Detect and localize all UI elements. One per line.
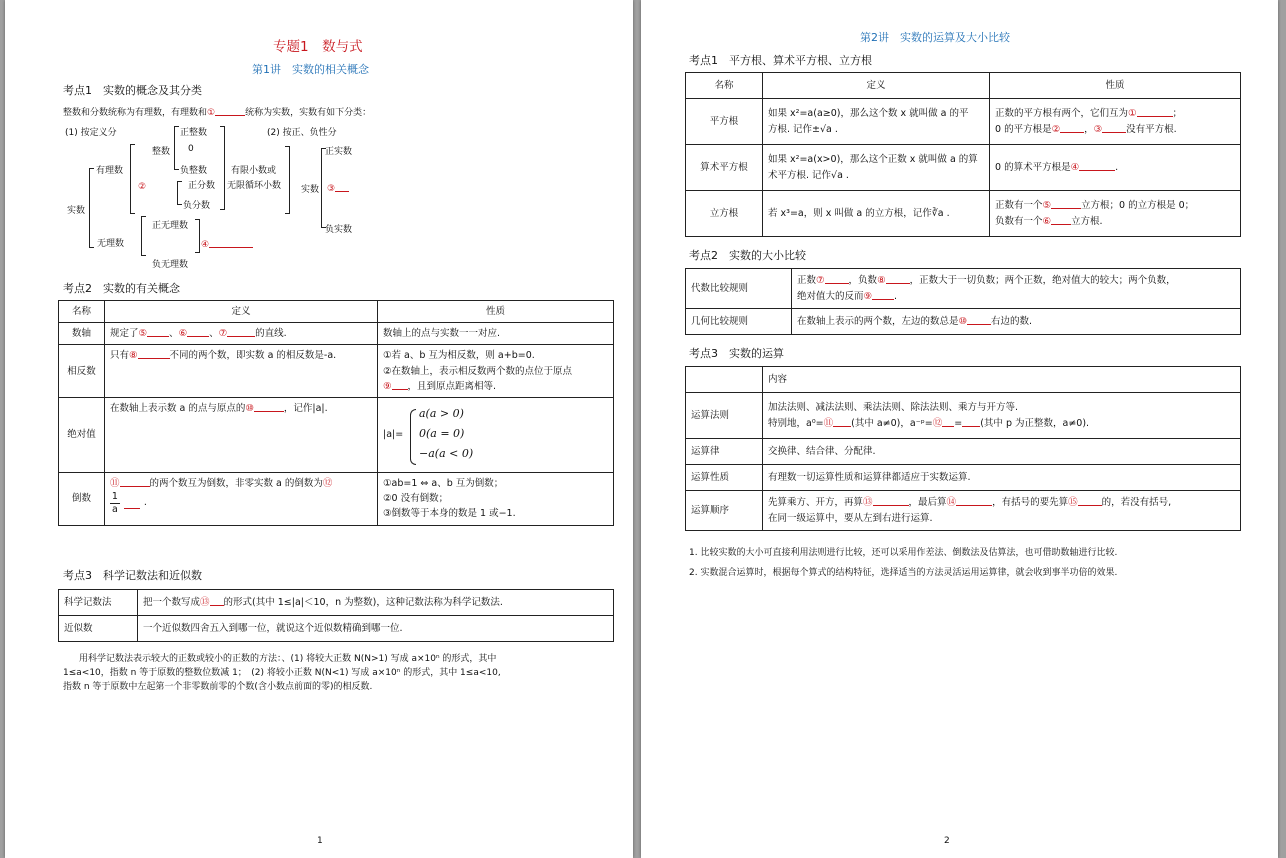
row-def (792, 269, 1241, 309)
brace (410, 409, 416, 465)
row-def: 一个近似数四舍五入到哪一位，就说这个近似数精确到哪一位. (138, 616, 614, 642)
blank (1060, 122, 1084, 133)
text: 0 的算术平方根是 (995, 161, 1071, 173)
row-name: 近似数 (59, 616, 138, 642)
blank (872, 289, 894, 300)
text: 在数轴上表示数 a 的点与原点的 (110, 402, 246, 414)
text: 方根. 记作±√a . (768, 123, 838, 135)
blank-number: ③ (327, 184, 336, 194)
text: 的两个数互为倒数，非零实数 a 的倒数为 (149, 477, 323, 489)
page-number: 2 (944, 836, 950, 846)
tree-blank-3 (327, 181, 349, 194)
blank (120, 476, 150, 487)
row-def (763, 491, 1241, 531)
text: 0 的平方根是 (995, 123, 1052, 135)
abs-formula (383, 405, 608, 465)
text (995, 198, 1235, 213)
text: ，负数 (848, 275, 878, 287)
blank-number: ⑩ (245, 402, 254, 414)
blank (1102, 122, 1126, 133)
text: a(a > 0) (419, 406, 464, 420)
table-row (59, 590, 614, 616)
blank (1051, 198, 1081, 209)
table-row (686, 439, 1241, 465)
brace (141, 216, 146, 256)
blank-number: ⑫ (932, 417, 943, 429)
blank (1051, 214, 1071, 225)
blank (124, 498, 140, 509)
page-1 (5, 0, 633, 858)
row-name: 相反数 (59, 345, 105, 398)
blank-number: ⑬ (200, 596, 210, 608)
row-name: 几何比较规则 (686, 309, 792, 335)
note-line: 2. 实数混合运算时，根据每个算式的结构特征，选择适当的方法灵活运用运算律，就会收到事半功倍的效果. (689, 568, 1118, 578)
text: 正数的平方根有两个，它们互为 (995, 108, 1129, 120)
lecture-title: 第1讲 实数的相关概念 (252, 63, 369, 76)
topic-title: 专题1 数与式 (273, 39, 363, 55)
blank-number: ⑤ (138, 328, 148, 340)
row-name: 代数比较规则 (686, 269, 792, 309)
text: ，正数大于一切负数；两个正数，绝对值大的较大；两个负数， (909, 275, 1176, 287)
intro-text: 统称为实数，实数有如下分类： (245, 108, 372, 118)
row-def (763, 393, 1241, 439)
text (383, 379, 608, 394)
tree-neg-frac: 负分数 (183, 201, 211, 211)
blank (1078, 495, 1102, 506)
text: a (112, 503, 118, 515)
blank-number: ⑨ (383, 380, 392, 392)
table-row (59, 345, 614, 398)
tree-blank-4 (201, 237, 253, 250)
table-row (686, 191, 1241, 237)
kp1-heading: 考点1 平方根、算术平方根、立方根 (689, 54, 872, 67)
intro-text: 整数和分数统称为有理数，有理数和 (63, 108, 208, 118)
table-row (686, 269, 1241, 309)
text: ②在数轴上，表示相反数两个数的点位于原点 (383, 365, 573, 377)
text: . (1115, 161, 1119, 173)
table-row (686, 393, 1241, 439)
compare-table (685, 268, 1241, 335)
text: 把一个数写成 (143, 596, 201, 608)
text: ②0 没有倒数； (383, 493, 449, 505)
text: 的，若没有括号, (1101, 497, 1172, 509)
row-prop (378, 397, 614, 472)
blank (962, 416, 980, 427)
row-prop (378, 472, 614, 525)
blank-number: ⑦ (218, 328, 228, 340)
blank-number: ⑧ (129, 350, 138, 362)
text (110, 491, 372, 515)
blank (392, 379, 408, 390)
note-line: 1≤a<10，指数 n 等于原数的整数位数减 1； (2) 将较小正数 N(N<1) 写成 a×10ⁿ 的形式，其中 1≤a<10, (63, 668, 501, 678)
header-prop: 性质 (378, 301, 614, 323)
concepts-table (58, 300, 614, 526)
text (797, 289, 1235, 304)
tree-repeating: 无限循环小数 (227, 181, 282, 191)
row-prop (990, 145, 1241, 191)
blank (210, 595, 224, 606)
blank (1079, 160, 1115, 171)
blank (1137, 106, 1173, 117)
blank-number: ② (1051, 123, 1061, 135)
tree-real-2: 实数 (301, 185, 320, 195)
text: ①ab=1 ⇔ a、b 互为倒数； (383, 477, 504, 489)
row-def: 有理数一切运算性质和运算律都适应于实数运算. (763, 465, 1241, 491)
kp2-heading: 考点2 实数的大小比较 (689, 249, 806, 262)
brace (321, 148, 326, 228)
blank-number: ⑭ (946, 497, 957, 509)
row-def (105, 397, 378, 472)
by-definition-label: (1) 按定义分 (65, 128, 117, 138)
brace (285, 146, 290, 214)
text: 如果 x²=a(a≥0)，那么这个数 x 就叫做 a 的平 (768, 108, 969, 120)
brace (89, 168, 94, 248)
tree-pos-frac: 正分数 (188, 181, 216, 191)
text: . (894, 290, 898, 302)
text: 规定了 (110, 328, 139, 340)
row-prop (990, 99, 1241, 145)
text: (其中 a≠0)，a⁻ᵖ= (851, 417, 933, 429)
blank-number: ③ (1093, 123, 1103, 135)
text: 负数有一个 (995, 215, 1043, 227)
text: 的直线. (255, 328, 287, 340)
text (995, 106, 1235, 121)
tree-neg-irr: 负无理数 (152, 260, 189, 270)
sci-table (58, 589, 614, 642)
brace (174, 126, 179, 170)
tree-integer: 整数 (152, 147, 171, 157)
row-name: 数轴 (59, 323, 105, 345)
blank-number: ⑤ (1042, 200, 1052, 212)
text: ③倒数等于本身的数是 1 或−1. (383, 508, 516, 520)
tree-neg-int: 负整数 (180, 166, 208, 176)
table-row (59, 616, 614, 642)
fraction (110, 491, 120, 515)
row-prop (378, 345, 614, 398)
note-line: 指数 n 等于原数中左起第一个非零数前零的个数(含小数点前面的零)的相反数. (63, 682, 373, 692)
text: ①若 a、b 互为相反数，则 a+b=0. (383, 350, 535, 362)
table-header-row (686, 367, 1241, 393)
header-def: 定义 (105, 301, 378, 323)
text: 立方根；0 的立方根是 0； (1081, 200, 1195, 212)
table-row (59, 472, 614, 525)
text: 正数有一个 (995, 200, 1043, 212)
kp2-heading: 考点2 实数的有关概念 (63, 282, 180, 295)
tree-neg-real: 负实数 (325, 225, 353, 235)
text: 正数 (797, 275, 817, 287)
row-name: 科学记数法 (59, 590, 138, 616)
kp3-heading: 考点3 科学记数法和近似数 (63, 569, 202, 582)
text: −a(a < 0) (419, 446, 474, 460)
text: 只有 (110, 350, 130, 362)
text: 在同一级运算中，要从左到右进行运算. (768, 512, 933, 524)
text: ， (1084, 123, 1094, 135)
blank (335, 181, 349, 192)
kp3-heading: 考点3 实数的运算 (689, 347, 784, 360)
row-def (792, 309, 1241, 335)
header-content: 内容 (763, 367, 1241, 393)
row-name: 绝对值 (59, 397, 105, 472)
text: 特别地，a⁰= (768, 417, 824, 429)
tree-irrational: 无理数 (97, 239, 125, 249)
row-prop (990, 191, 1241, 237)
table-row (686, 491, 1241, 531)
row-def (763, 145, 990, 191)
blank-number: ⑫ (322, 477, 333, 489)
tree-blank-2: ② (138, 182, 147, 192)
text: ，最后算 (908, 497, 947, 509)
table-row (686, 99, 1241, 145)
roots-table (685, 72, 1241, 237)
header-name: 名称 (59, 301, 105, 323)
blank-number: ④ (1070, 161, 1080, 173)
table-header-row (59, 301, 614, 323)
tree-zero: 0 (188, 144, 194, 154)
row-name: 算术平方根 (686, 145, 763, 191)
text: 1 (111, 491, 118, 503)
text (768, 495, 1235, 510)
ops-table (685, 366, 1241, 531)
text: 绝对值大的反而 (797, 290, 864, 302)
row-name: 运算性质 (686, 465, 763, 491)
row-def: 规定了⑤ 、⑥ 、⑦ 的直线. (105, 323, 378, 345)
text: 的形式(其中 1≤|a|＜10，n 为整数)，这种记数法称为科学记数法. (223, 596, 503, 608)
row-name: 运算法则 (686, 393, 763, 439)
blank (227, 326, 255, 337)
row-name: 运算律 (686, 439, 763, 465)
row-def (138, 590, 614, 616)
row-name: 倒数 (59, 472, 105, 525)
kp1-heading: 考点1 实数的概念及其分类 (63, 84, 202, 97)
blank-number: ① (207, 108, 216, 118)
text: 加法法则、减法法则、乘法法则、除法法则、乘方与开方等. (768, 402, 1019, 414)
header-name: 名称 (686, 73, 763, 99)
tree-finite: 有限小数或 (231, 166, 277, 176)
text: (其中 p 为正整数，a≠0). (980, 417, 1090, 429)
blank (886, 273, 910, 284)
table-row (59, 323, 614, 345)
text: 立方根. (1071, 215, 1103, 227)
header-prop: 性质 (990, 73, 1241, 99)
text: 没有平方根. (1126, 123, 1177, 135)
table-header-row (686, 73, 1241, 99)
text (768, 416, 1235, 431)
text (995, 122, 1235, 137)
tree-pos-real: 正实数 (325, 147, 353, 157)
text: 如果 x²=a(x>0)，那么这个正数 x 就叫做 a 的算 (768, 154, 978, 166)
text: 术平方根. 记作√a . (768, 169, 849, 181)
text: 不同的两个数，即实数 a 的相反数是-a. (169, 350, 337, 362)
brace (130, 144, 135, 214)
blank (873, 495, 909, 506)
row-def (105, 472, 378, 525)
table-row (686, 465, 1241, 491)
blank (254, 401, 284, 412)
text: 先算乘方、开方，再算 (768, 497, 864, 509)
blank (956, 495, 992, 506)
row-def (105, 345, 378, 398)
text: |a|= (383, 428, 404, 440)
blank (967, 314, 991, 325)
text: 0(a = 0) (419, 426, 465, 440)
row-prop: 数轴上的点与实数一一对应. (378, 323, 614, 345)
tree-pos-irr: 正无理数 (152, 221, 189, 231)
blank (138, 348, 170, 359)
blank-number: ① (1128, 108, 1137, 120)
blank (147, 326, 169, 337)
row-def: 交换律、结合律、分配律. (763, 439, 1241, 465)
row-def: 若 x³=a，则 x 叫做 a 的立方根，记作∛a . (763, 191, 990, 237)
header-def: 定义 (763, 73, 990, 99)
text: . (143, 497, 147, 509)
blank-number: ⑨ (863, 290, 873, 302)
blank-number: ⑪ (823, 417, 834, 429)
text: 右边的数. (991, 315, 1033, 327)
blank-number: ⑩ (958, 315, 968, 327)
text (797, 273, 1235, 288)
text: ，记作|a|. (283, 402, 328, 414)
note-line: 1. 比较实数的大小可直接利用法则进行比较，还可以采用作差法、倒数法及估算法，也可借助数轴进行比较. (689, 548, 1118, 558)
blank (825, 273, 849, 284)
blank (187, 326, 209, 337)
page-2 (641, 0, 1278, 858)
tree-pos-int: 正整数 (180, 128, 208, 138)
brace (195, 219, 200, 253)
blank (942, 416, 954, 427)
lecture-title: 第2讲 实数的运算及大小比较 (860, 31, 1010, 44)
table-row (59, 397, 614, 472)
row-name: 平方根 (686, 99, 763, 145)
brace (177, 181, 182, 205)
blank-number: ⑧ (877, 275, 886, 287)
row-def (763, 99, 990, 145)
blank-number: ⑮ (1068, 497, 1078, 509)
blank-number: ④ (201, 240, 210, 250)
row-name: 运算顺序 (686, 491, 763, 531)
blank-number: ⑦ (816, 275, 825, 287)
page-number: 1 (317, 836, 323, 846)
kp1-intro (63, 105, 371, 118)
tree-rational: 有理数 (96, 166, 124, 176)
blank (209, 237, 253, 248)
blank-number: ⑪ (110, 477, 120, 489)
table-row (686, 309, 1241, 335)
by-sign-label: (2) 按正、负性分 (267, 128, 337, 138)
text: 在数轴上表示的两个数，左边的数总是 (797, 315, 959, 327)
blank (833, 416, 851, 427)
text: ； (1172, 108, 1183, 120)
text: ，有括号的要先算 (992, 497, 1069, 509)
row-name: 立方根 (686, 191, 763, 237)
text: ，且到原点距离相等. (407, 380, 497, 392)
table-row (686, 145, 1241, 191)
text (995, 214, 1235, 229)
text: = (954, 417, 963, 429)
blank-number: ⑥ (178, 328, 188, 340)
brace (220, 126, 225, 210)
blank-number: ⑬ (863, 497, 873, 509)
tree-real: 实数 (67, 206, 86, 216)
note-line: 用科学记数法表示较大的正数或较小的正数的方法：、(1) 将较大正数 N(N>1) 写成 a×10ⁿ 的形式，其中 (79, 654, 497, 664)
blank-number: ⑥ (1042, 215, 1052, 227)
blank (215, 105, 245, 116)
header-empty (686, 367, 763, 393)
